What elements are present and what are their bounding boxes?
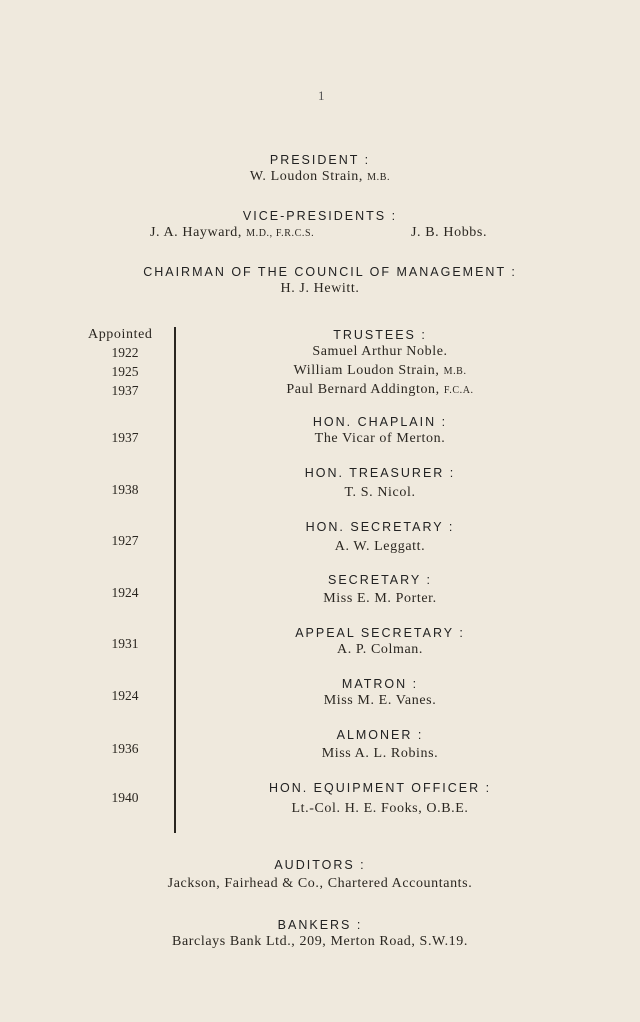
office-holder-4: Miss E. M. Porter. <box>323 591 437 606</box>
trustee-3-quals: F.C.A. <box>443 385 474 396</box>
vice-president-1-name: J. A. Hayward, <box>150 225 242 240</box>
trustee-2-quals: M.B. <box>443 366 467 377</box>
office-year-8: 1940 <box>111 790 139 805</box>
office-heading-3: HON. SECRETARY : <box>305 520 455 534</box>
trustee-2 <box>200 363 560 379</box>
office-year-7: 1936 <box>111 741 139 756</box>
chairman-heading: CHAIRMAN OF THE COUNCIL OF MANAGEMENT : <box>143 265 517 279</box>
office-year-3: 1927 <box>111 533 139 548</box>
trustee-2-name: William Loudon Strain, <box>293 363 440 378</box>
vice-president-2: J. B. Hobbs. <box>411 225 488 240</box>
bankers-name: Barclays Bank Ltd., 209, Merton Road, S.W.19. <box>172 934 468 949</box>
vice-presidents-heading: VICE-PRESIDENTS : <box>242 209 398 223</box>
auditors-name: Jackson, Fairhead & Co., Chartered Accountants. <box>167 876 473 891</box>
office-holder-7: Miss A. L. Robins. <box>321 746 439 761</box>
bankers-heading: BANKERS : <box>277 918 363 932</box>
office-heading-2: HON. TREASURER : <box>304 466 456 480</box>
president-heading: PRESIDENT : <box>269 153 371 167</box>
office-year-6: 1924 <box>111 688 139 703</box>
trustee-1: Samuel Arthur Noble. <box>312 344 448 359</box>
page-number: 1 <box>318 88 325 103</box>
president-quals: M.B. <box>367 172 391 183</box>
column-divider <box>174 327 176 833</box>
trustee-year-1: 1922 <box>111 345 139 360</box>
office-heading-6: MATRON : <box>341 677 419 691</box>
office-holder-6: Miss M. E. Vanes. <box>323 693 437 708</box>
president-line <box>0 169 640 185</box>
vice-president-1-quals: M.D., F.R.C.S. <box>246 228 315 239</box>
trustee-year-2: 1925 <box>111 364 139 379</box>
office-holder-2: T. S. Nicol. <box>344 485 416 500</box>
president-name: W. Loudon Strain, <box>249 169 364 184</box>
office-holder-1: The Vicar of Merton. <box>314 431 446 446</box>
auditors-heading: AUDITORS : <box>274 858 366 872</box>
office-year-5: 1931 <box>111 636 139 651</box>
chairman-name: H. J. Hewitt. <box>280 281 360 296</box>
office-heading-1: HON. CHAPLAIN : <box>312 415 448 429</box>
vice-president-1 <box>150 225 314 241</box>
office-heading-8: HON. EQUIPMENT OFFICER : <box>268 781 492 795</box>
office-holder-8: Lt.-Col. H. E. Fooks, O.B.E. <box>291 801 469 816</box>
trustee-year-3: 1937 <box>111 383 139 398</box>
trustee-3 <box>200 382 560 398</box>
appointed-label: Appointed <box>88 327 153 342</box>
trustee-3-name: Paul Bernard Addington, <box>286 382 440 397</box>
office-heading-7: ALMONER : <box>336 728 424 742</box>
office-heading-5: APPEAL SECRETARY : <box>295 626 465 640</box>
office-year-4: 1924 <box>111 585 139 600</box>
office-holder-3: A. W. Leggatt. <box>334 539 426 554</box>
office-heading-4: SECRETARY : <box>328 573 432 587</box>
office-holder-5: A. P. Colman. <box>337 642 423 657</box>
office-year-2: 1938 <box>111 482 139 497</box>
trustees-heading: TRUSTEES : <box>333 328 427 342</box>
office-year-1: 1937 <box>111 430 139 445</box>
